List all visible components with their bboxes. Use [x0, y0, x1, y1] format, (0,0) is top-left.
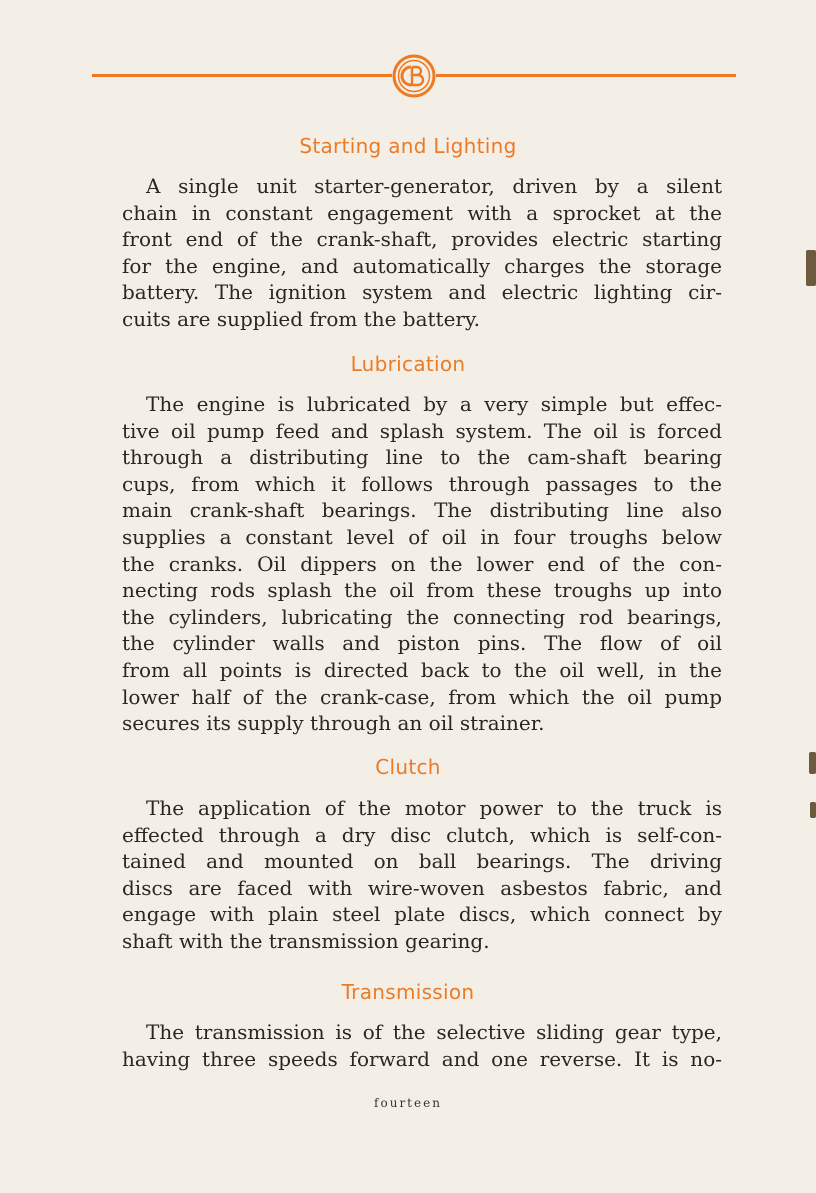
cb-monogram-seal-icon — [392, 54, 436, 98]
header-ornament — [92, 54, 736, 98]
paragraph-line: the cylinders, lubricating the connecting rod bearings, — [122, 604, 722, 629]
paragraph-line: discs are faced with wire-woven asbestos fabric, and — [122, 875, 722, 900]
paragraph-line: cups, from which it follows through passages to the — [122, 471, 722, 496]
paragraph-line: front end of the crank-shaft, provides electric starting — [122, 227, 722, 252]
paragraph-line: for the engine, and automatically charges the storage — [122, 253, 722, 278]
ornament-rule-left — [92, 74, 392, 77]
paragraph-line: from all points is directed back to the oil well, in the — [122, 657, 722, 682]
paragraph-line: The application of the motor power to the truck is — [146, 796, 722, 820]
paragraph-line: cuits are supplied from the battery. — [122, 306, 480, 331]
paragraph-line: main crank-shaft bearings. The distributing line also — [122, 498, 722, 523]
paragraph-line: tive oil pump feed and splash system. The oil is forced — [122, 418, 722, 443]
ornament-rule-right — [436, 74, 736, 77]
paragraph-line: chain in constant engagement with a sprocket at the — [122, 200, 722, 225]
paragraph-line: The engine is lubricated by a very simple but effec- — [146, 392, 722, 416]
paragraph-line: lower half of the crank-case, from which the oil pump — [122, 684, 722, 709]
paragraph-line: The transmission is of the selective sliding gear type, — [146, 1020, 722, 1044]
paragraph-line: shaft with the transmission gearing. — [122, 928, 490, 953]
binding-mark — [809, 752, 816, 774]
section-heading-starting-lighting: Starting and Lighting — [299, 134, 517, 158]
paragraph-line: having three speeds forward and one reverse. It is no- — [122, 1046, 722, 1071]
paragraph-line: the cranks. Oil dippers on the lower end of the con- — [122, 551, 722, 576]
paragraph-line: supplies a constant level of oil in four troughs below — [122, 524, 722, 549]
paragraph-starting-lighting — [122, 173, 722, 333]
paragraph-lubrication — [122, 391, 722, 737]
paragraph-clutch — [122, 795, 722, 955]
section-heading-lubrication: Lubrication — [350, 352, 466, 376]
paragraph-line: through a distributing line to the cam-shaft bearing — [122, 445, 722, 470]
paragraph-line: secures its supply through an oil strainer. — [122, 711, 545, 736]
section-heading-transmission: Transmission — [341, 980, 475, 1004]
paragraph-line: engage with plain steel plate discs, which connect by — [122, 902, 722, 927]
paragraph-line: battery. The ignition system and electric lighting cir- — [122, 280, 722, 305]
binding-mark — [806, 250, 816, 286]
paragraph-line: tained and mounted on ball bearings. The driving — [122, 849, 722, 874]
paragraph-line: the cylinder walls and piston pins. The flow of oil — [122, 631, 722, 656]
page-number: fourteen — [374, 1096, 442, 1110]
paragraph-line: A single unit starter-generator, driven by a silent — [146, 174, 722, 198]
binding-mark — [810, 802, 816, 818]
paragraph-line: effected through a dry disc clutch, which is self-con- — [122, 822, 722, 847]
paragraph-line: necting rods splash the oil from these troughs up into — [122, 578, 722, 603]
paragraph-transmission — [122, 1019, 722, 1072]
section-heading-clutch: Clutch — [375, 755, 441, 779]
